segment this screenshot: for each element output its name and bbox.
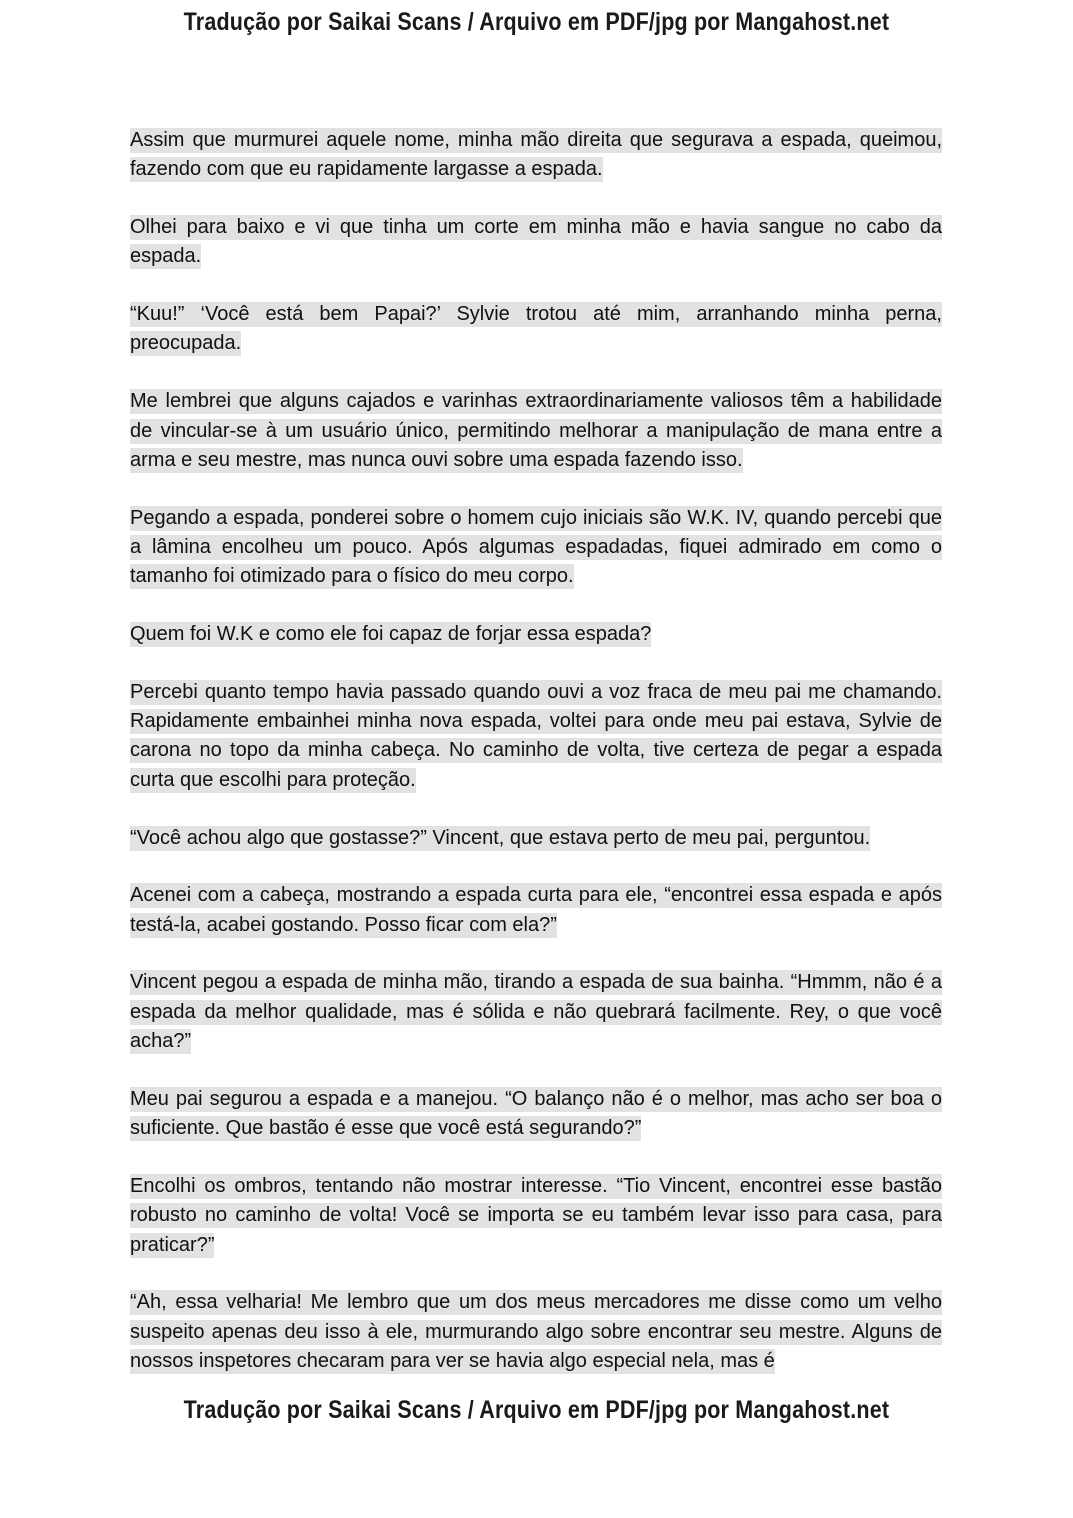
paragraph <box>130 881 942 940</box>
paragraph-text: Me lembrei que alguns cajados e varinhas extraordinariamente valiosos têm a habilidade de vincular-se à um usuário único, permitindo melhorar a manipulação de mana entre a arma e seu mestre, mas nunca ouvi sobre uma espada fazendo isso. <box>130 390 942 471</box>
paragraph <box>130 213 942 272</box>
paragraph-text: “Kuu!” ‘Você está bem Papai?’ Sylvie trotou até mim, arranhando minha perna, preocupada. <box>130 303 942 355</box>
paragraph-text: Olhei para baixo e vi que tinha um corte em minha mão e havia sangue no cabo da espada. <box>130 216 942 268</box>
document-body <box>130 126 942 1405</box>
paragraph-text: Assim que murmurei aquele nome, minha mão direita que segurava a espada, queimou, fazendo com que eu rapidamente largasse a espada. <box>130 129 942 181</box>
paragraph <box>130 387 942 475</box>
paragraph <box>130 678 942 795</box>
paragraph <box>130 1288 942 1376</box>
paragraph-text: “Ah, essa velharia! Me lembro que um dos meus mercadores me disse como um velho suspeito apenas deu isso à ele, murmurando algo sobre encontrar seu mestre. Alguns de nossos inspetores checaram para ver se havia algo especial nela, mas é <box>130 1291 942 1372</box>
paragraph-text: Encolhi os ombros, tentando não mostrar interesse. “Tio Vincent, encontrei esse bastão robusto no caminho de volta! Você se importa se eu também levar isso para casa, para praticar?” <box>130 1174 942 1256</box>
paragraph <box>130 1085 942 1144</box>
paragraph <box>130 126 942 185</box>
paragraph <box>130 1172 942 1260</box>
paragraph-text: Percebi quanto tempo havia passado quando ouvi a voz fraca de meu pai me chamando. Rapidamente embainhei minha nova espada, voltei para onde meu pai estava, Sylvie de carona no topo da minha cabeça. No caminho de volta, tive certeza de pegar a espada curta que escolhi para proteção. <box>130 680 942 791</box>
paragraph-text: Pegando a espada, ponderei sobre o homem cujo iniciais são W.K. IV, quando percebi que a lâmina encolheu um pouco. Após algumas espadadas, fiquei admirado em como o tamanho foi otimizado para o físico do meu corpo. <box>130 506 942 588</box>
paragraph <box>130 968 942 1056</box>
paragraph-text: Quem foi W.K e como ele foi capaz de forjar essa espada? <box>130 623 652 646</box>
header-banner: Tradução por Saikai Scans / Arquivo em PDF/jpg por Mangahost.net <box>183 8 890 36</box>
paragraph <box>130 300 942 359</box>
paragraph-text: Vincent pegou a espada de minha mão, tirando a espada de sua bainha. “Hmmm, não é a espada da melhor qualidade, mas é sólida e não quebrará facilmente. Rey, o que você acha?” <box>130 971 942 1053</box>
paragraph <box>130 824 942 853</box>
paragraph-text: Meu pai segurou a espada e a manejou. “O balanço não é o melhor, mas acho ser boa o suficiente. Que bastão é esse que você está segurando?” <box>130 1087 942 1140</box>
paragraph <box>130 620 942 649</box>
paragraph-text: “Você achou algo que gostasse?” Vincent, que estava perto de meu pai, perguntou. <box>130 826 871 849</box>
paragraph <box>130 504 942 592</box>
paragraph-text: Acenei com a cabeça, mostrando a espada curta para ele, “encontrei essa espada e após testá-la, acabei gostando. Posso ficar com ela?” <box>130 884 942 936</box>
footer-banner: Tradução por Saikai Scans / Arquivo em PDF/jpg por Mangahost.net <box>183 1396 890 1424</box>
